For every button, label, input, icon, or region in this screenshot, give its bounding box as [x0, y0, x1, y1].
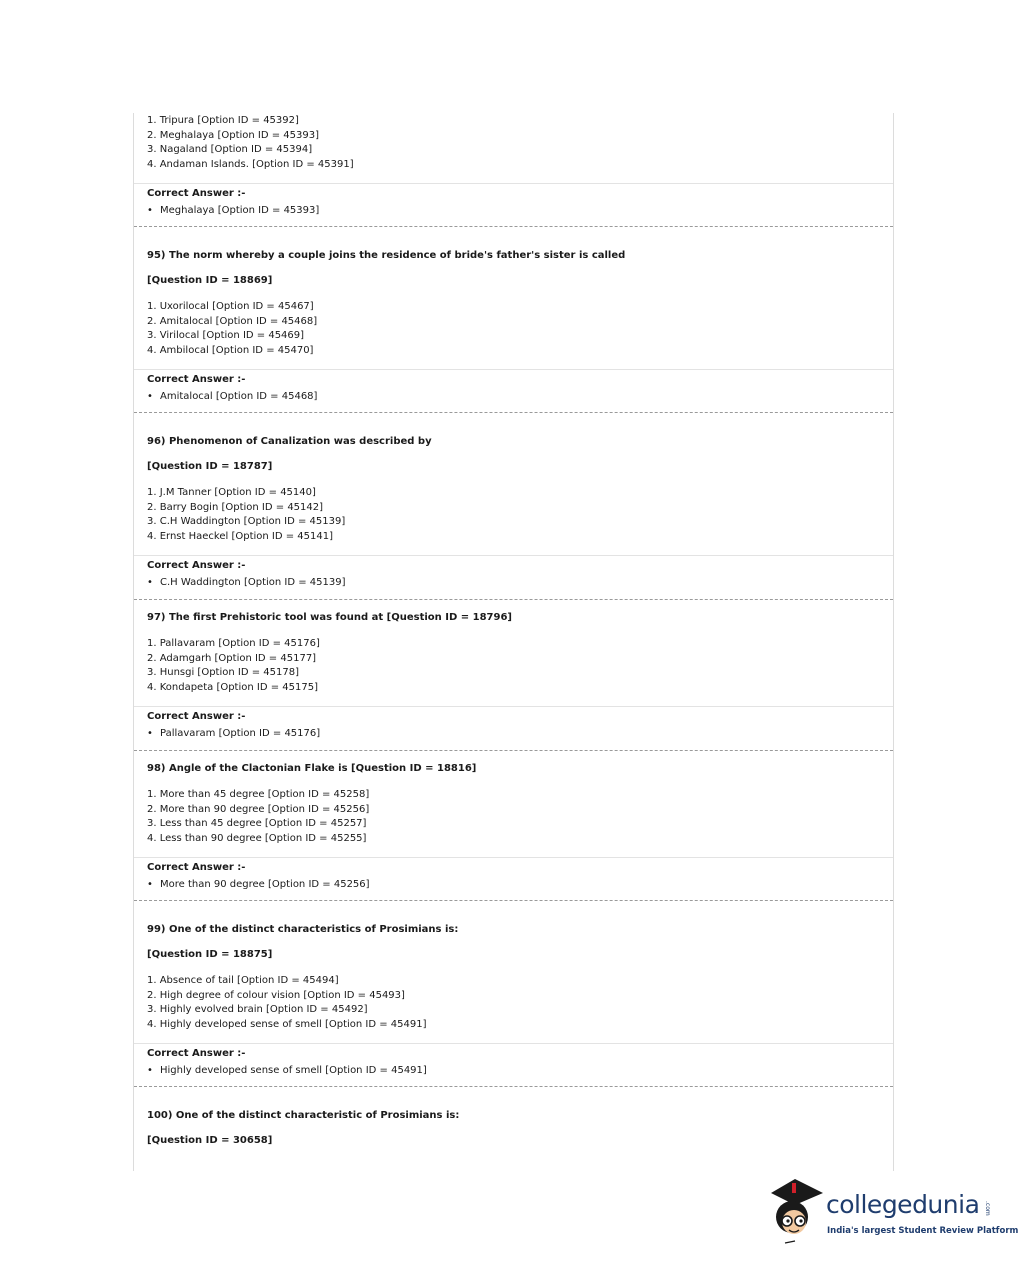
- correct-answer-value: [147, 391, 317, 402]
- correct-answer-text: Meghalaya [Option ID = 45393]: [160, 205, 320, 216]
- correct-answer-text: C.H Waddington [Option ID = 45139]: [160, 577, 346, 588]
- question-text: 99) One of the distinct characteristics of Prosimians is:: [147, 924, 459, 935]
- question-separator: [134, 412, 893, 413]
- question-id: [Question ID = 18869]: [147, 275, 273, 286]
- option: 4. Less than 90 degree [Option ID = 45255]: [147, 832, 367, 844]
- option: 1. Pallavaram [Option ID = 45176]: [147, 638, 320, 649]
- option: 2. Adamgarh [Option ID = 45177]: [147, 652, 317, 664]
- bullet-icon: •: [147, 728, 153, 739]
- question-id: [Question ID = 18787]: [147, 461, 273, 472]
- option: 2. Amitalocal [Option ID = 45468]: [147, 315, 318, 327]
- option: 2. High degree of colour vision [Option ID = 45493]: [147, 989, 405, 1001]
- option: 2. Meghalaya [Option ID = 45393]: [147, 129, 319, 141]
- correct-answer-label: Correct Answer :-: [147, 374, 246, 385]
- correct-answer-text: Pallavaram [Option ID = 45176]: [160, 728, 321, 739]
- divider: [134, 369, 893, 370]
- option: 2. More than 90 degree [Option ID = 45256]: [147, 803, 370, 815]
- question-separator: [134, 900, 893, 901]
- question-separator: [134, 750, 893, 751]
- question-text: 98) Angle of the Clactonian Flake is [Question ID = 18816]: [147, 763, 477, 774]
- bullet-icon: •: [147, 1065, 153, 1076]
- correct-answer-value: [147, 205, 319, 216]
- correct-answer-value: [147, 1065, 427, 1076]
- bullet-icon: •: [147, 577, 153, 588]
- option: 3. Nagaland [Option ID = 45394]: [147, 144, 313, 156]
- option: 3. C.H Waddington [Option ID = 45139]: [147, 516, 346, 528]
- divider: [134, 1043, 893, 1044]
- option: 1. More than 45 degree [Option ID = 45258]: [147, 789, 370, 800]
- question-text: 97) The first Prehistoric tool was found at [Question ID = 18796]: [147, 612, 512, 623]
- divider: [134, 555, 893, 556]
- bullet-icon: •: [147, 391, 153, 402]
- question-separator: [134, 1086, 893, 1087]
- option: 2. Barry Bogin [Option ID = 45142]: [147, 501, 324, 513]
- correct-answer-text: Highly developed sense of smell [Option ID = 45491]: [160, 1065, 427, 1076]
- logo-tagline: India's largest Student Review Platform: [827, 1226, 1019, 1236]
- correct-answer-label: Correct Answer :-: [147, 711, 246, 722]
- option: 4. Ambilocal [Option ID = 45470]: [147, 344, 314, 356]
- correct-answer-text: More than 90 degree [Option ID = 45256]: [160, 879, 370, 890]
- bullet-icon: •: [147, 205, 153, 216]
- option-list: [134, 637, 893, 695]
- option: 4. Andaman Islands. [Option ID = 45391]: [147, 158, 354, 170]
- divider: [134, 706, 893, 707]
- mascot-icon: [765, 1177, 825, 1247]
- option: 1. Absence of tail [Option ID = 45494]: [147, 975, 339, 986]
- correct-answer-label: Correct Answer :-: [147, 1048, 246, 1059]
- question-id: [Question ID = 30658]: [147, 1135, 273, 1146]
- option-list: [134, 114, 893, 172]
- correct-answer-value: [147, 577, 346, 588]
- question-text: 95) The norm whereby a couple joins the residence of bride's father's sister is called: [147, 250, 626, 261]
- option: 4. Highly developed sense of smell [Option ID = 45491]: [147, 1018, 427, 1030]
- logo-tld: .com: [984, 1201, 991, 1216]
- question-text: 96) Phenomenon of Canalization was described by: [147, 436, 432, 447]
- question-separator: [134, 226, 893, 227]
- question-separator: [134, 599, 893, 600]
- correct-answer-label: Correct Answer :-: [147, 862, 246, 873]
- question-text: 100) One of the distinct characteristic of Prosimians is:: [147, 1110, 460, 1121]
- option: 1. J.M Tanner [Option ID = 45140]: [147, 487, 316, 498]
- option: 3. Virilocal [Option ID = 45469]: [147, 330, 305, 342]
- correct-answer-label: Correct Answer :-: [147, 188, 246, 199]
- option: 1. Tripura [Option ID = 45392]: [147, 115, 299, 126]
- collegedunia-logo: [765, 1177, 1019, 1247]
- logo-wordmark: collegedunia: [826, 1190, 980, 1219]
- correct-answer-label: Correct Answer :-: [147, 560, 246, 571]
- option: 3. Highly evolved brain [Option ID = 45492]: [147, 1004, 368, 1016]
- option-list: [134, 788, 893, 846]
- correct-answer-text: Amitalocal [Option ID = 45468]: [160, 391, 318, 402]
- correct-answer-value: [147, 879, 370, 890]
- question-sheet: [133, 113, 894, 1171]
- correct-answer-value: [147, 728, 320, 739]
- divider: [134, 857, 893, 858]
- option: 1. Uxorilocal [Option ID = 45467]: [147, 301, 314, 312]
- option-list: [134, 300, 893, 358]
- bullet-icon: •: [147, 879, 153, 890]
- option: 4. Ernst Haeckel [Option ID = 45141]: [147, 530, 334, 542]
- option-list: [134, 974, 893, 1032]
- question-id: [Question ID = 18875]: [147, 949, 273, 960]
- option: 3. Hunsgi [Option ID = 45178]: [147, 667, 299, 679]
- divider: [134, 183, 893, 184]
- option: 4. Kondapeta [Option ID = 45175]: [147, 681, 318, 693]
- option-list: [134, 486, 893, 544]
- option: 3. Less than 45 degree [Option ID = 45257]: [147, 818, 367, 830]
